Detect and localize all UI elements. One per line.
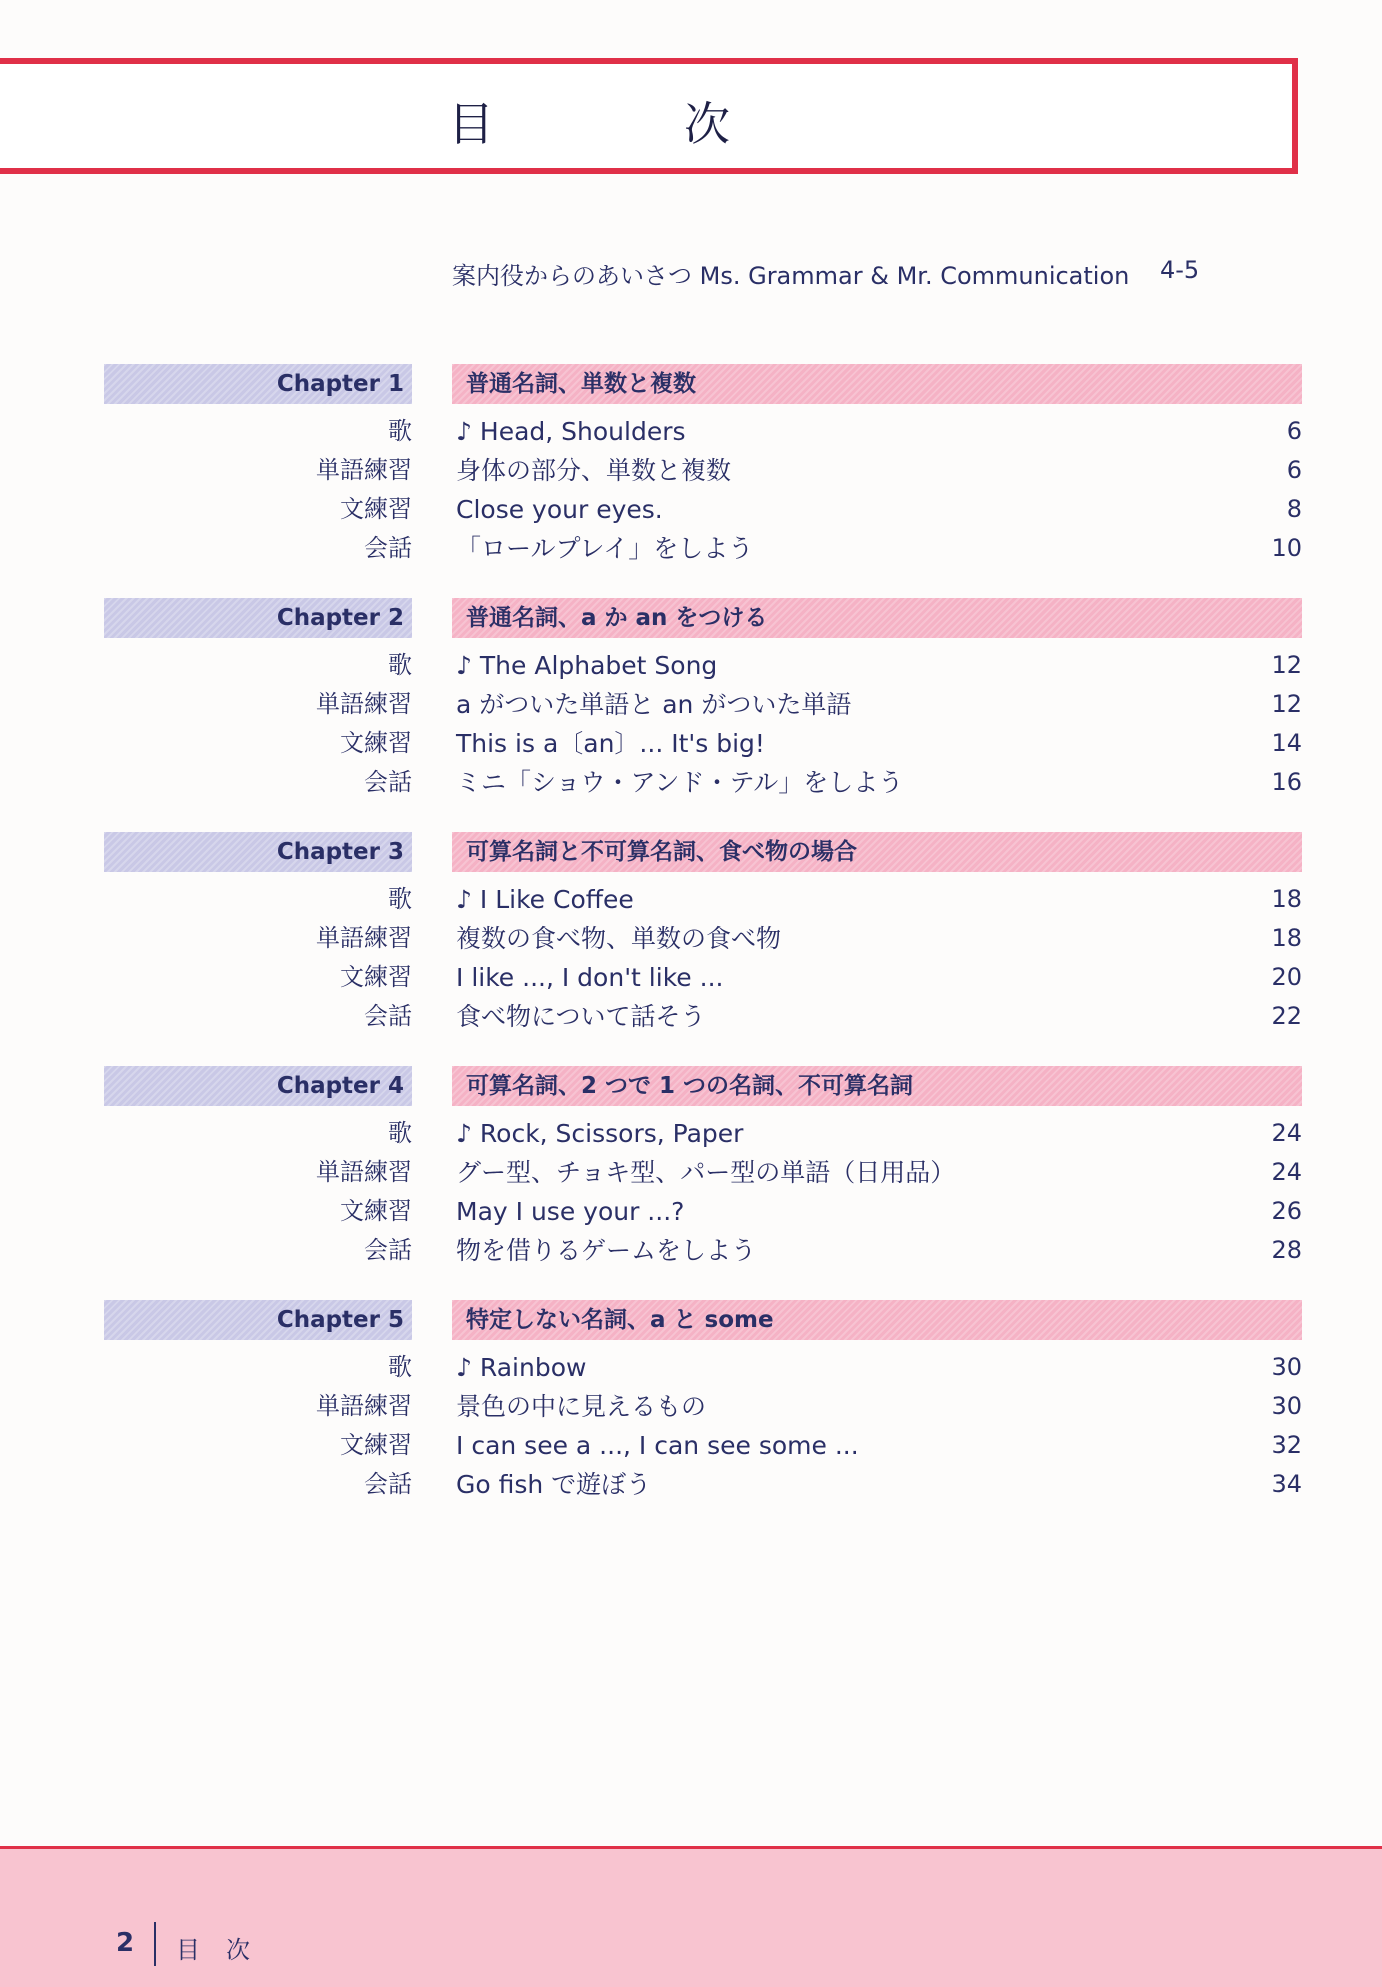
toc-page: 30 <box>1271 1392 1302 1420</box>
toc-entry[interactable]: 複数の食べ物、単数の食べ物 <box>456 924 782 953</box>
toc-category: 歌 <box>388 1119 412 1147</box>
toc-row[interactable] <box>0 958 1382 997</box>
toc-page: 6 <box>1286 456 1302 484</box>
toc-entry[interactable]: グー型、チョキ型、パー型の単語（日用品） <box>456 1158 956 1187</box>
chapter-heading[interactable]: 可算名詞、2 つで 1 つの名詞、不可算名詞 <box>466 1073 914 1099</box>
toc-page: 20 <box>1271 963 1302 991</box>
toc-entry[interactable]: ミニ「ショウ・アンド・テル」をしよう <box>456 768 904 797</box>
toc-row[interactable] <box>0 763 1382 802</box>
toc-row[interactable] <box>0 1387 1382 1426</box>
toc-row[interactable] <box>0 919 1382 958</box>
toc-page: 32 <box>1271 1431 1302 1459</box>
toc-entry[interactable]: This is a〔an〕... It's big! <box>456 729 765 758</box>
chapter-label: Chapter 1 <box>276 371 404 397</box>
footer-divider <box>154 1922 156 1966</box>
toc-row[interactable] <box>0 1348 1382 1387</box>
chapter-heading[interactable]: 特定しない名詞、a と some <box>466 1307 774 1333</box>
toc-entry[interactable]: a がついた単語と an がついた単語 <box>456 690 852 719</box>
toc-row[interactable] <box>0 412 1382 451</box>
toc-page: 24 <box>1271 1119 1302 1147</box>
toc-entry[interactable]: 「ロールプレイ」をしよう <box>456 534 754 563</box>
toc-category: 会話 <box>364 768 412 796</box>
toc-category: 歌 <box>388 417 412 445</box>
toc-row[interactable] <box>0 997 1382 1036</box>
toc-entry[interactable]: Close your eyes. <box>456 495 663 524</box>
toc-category: 単語練習 <box>316 1158 412 1186</box>
toc-row[interactable] <box>0 1114 1382 1153</box>
toc-category: 文練習 <box>340 495 412 523</box>
toc-page: 16 <box>1271 768 1302 796</box>
toc-row[interactable] <box>0 1192 1382 1231</box>
chapter-heading[interactable]: 普通名詞、a か an をつける <box>466 605 768 631</box>
toc-entry[interactable]: I can see a ..., I can see some ... <box>456 1431 859 1460</box>
toc-page: 10 <box>1271 534 1302 562</box>
toc-page: 14 <box>1271 729 1302 757</box>
chapter-1-section <box>0 364 1382 574</box>
chapter-heading[interactable]: 可算名詞と不可算名詞、食べ物の場合 <box>466 839 857 865</box>
chapter-4-section <box>0 1066 1382 1276</box>
toc-row[interactable] <box>0 1465 1382 1504</box>
footer-page-number: 2 <box>116 1928 135 1958</box>
toc-page: 12 <box>1271 651 1302 679</box>
chapter-label: Chapter 3 <box>276 839 404 865</box>
toc-page: 18 <box>1271 885 1302 913</box>
toc-row[interactable] <box>0 685 1382 724</box>
toc-category: 文練習 <box>340 1431 412 1459</box>
toc-page: 18 <box>1271 924 1302 952</box>
toc-row[interactable] <box>0 880 1382 919</box>
footer-band <box>0 1846 1382 1987</box>
toc-category: 文練習 <box>340 729 412 757</box>
toc-page: 6 <box>1286 417 1302 445</box>
toc-row[interactable] <box>0 490 1382 529</box>
chapter-label: Chapter 5 <box>276 1307 404 1333</box>
toc-entry[interactable]: ♪ Rock, Scissors, Paper <box>456 1119 744 1148</box>
chapter-5-section <box>0 1300 1382 1510</box>
footer-title: 目次 <box>176 1936 276 1964</box>
toc-row[interactable] <box>0 451 1382 490</box>
toc-page: 26 <box>1271 1197 1302 1225</box>
toc-category: 単語練習 <box>316 690 412 718</box>
toc-category: 単語練習 <box>316 456 412 484</box>
chapter-label: Chapter 4 <box>276 1073 404 1099</box>
toc-entry[interactable]: ♪ Head, Shoulders <box>456 417 686 446</box>
toc-entry[interactable]: ♪ Rainbow <box>456 1353 587 1382</box>
toc-entry[interactable]: Go fish で遊ぼう <box>456 1470 652 1499</box>
toc-category: 歌 <box>388 651 412 679</box>
chapter-heading[interactable]: 普通名詞、単数と複数 <box>466 371 696 397</box>
toc-row[interactable] <box>0 1426 1382 1465</box>
toc-row[interactable] <box>0 1231 1382 1270</box>
intro-entry-page: 4-5 <box>1160 256 1200 284</box>
toc-entry[interactable]: ♪ The Alphabet Song <box>456 651 718 680</box>
chapter-label: Chapter 2 <box>276 605 404 631</box>
chapter-3-section <box>0 832 1382 1042</box>
toc-page: 12 <box>1271 690 1302 718</box>
toc-entry[interactable]: ♪ I Like Coffee <box>456 885 634 914</box>
toc-category: 文練習 <box>340 1197 412 1225</box>
toc-page: 34 <box>1271 1470 1302 1498</box>
toc-page: 28 <box>1271 1236 1302 1264</box>
toc-category: 文練習 <box>340 963 412 991</box>
toc-category: 歌 <box>388 885 412 913</box>
toc-category: 会話 <box>364 534 412 562</box>
toc-entry[interactable]: I like ..., I don't like ... <box>456 963 724 992</box>
toc-page: 22 <box>1271 1002 1302 1030</box>
toc-entry[interactable]: 物を借りるゲームをしよう <box>456 1236 757 1265</box>
toc-entry[interactable]: 身体の部分、単数と複数 <box>456 456 732 485</box>
chapter-2-section <box>0 598 1382 808</box>
toc-category: 会話 <box>364 1470 412 1498</box>
toc-row[interactable] <box>0 724 1382 763</box>
toc-category: 会話 <box>364 1236 412 1264</box>
toc-entry[interactable]: 食べ物について話そう <box>456 1002 706 1031</box>
toc-page: 24 <box>1271 1158 1302 1186</box>
toc-category: 単語練習 <box>316 924 412 952</box>
toc-row[interactable] <box>0 1153 1382 1192</box>
toc-category: 歌 <box>388 1353 412 1381</box>
toc-category: 会話 <box>364 1002 412 1030</box>
toc-page: 30 <box>1271 1353 1302 1381</box>
toc-category: 単語練習 <box>316 1392 412 1420</box>
toc-page: 8 <box>1286 495 1302 523</box>
toc-row[interactable] <box>0 529 1382 568</box>
toc-row[interactable] <box>0 646 1382 685</box>
toc-entry[interactable]: 景色の中に見えるもの <box>456 1392 707 1421</box>
page-title: 目 次 <box>448 97 802 151</box>
intro-entry-text[interactable]: 案内役からのあいさつ Ms. Grammar & Mr. Communication <box>452 262 1130 290</box>
toc-entry[interactable]: May I use your ...? <box>456 1197 685 1226</box>
